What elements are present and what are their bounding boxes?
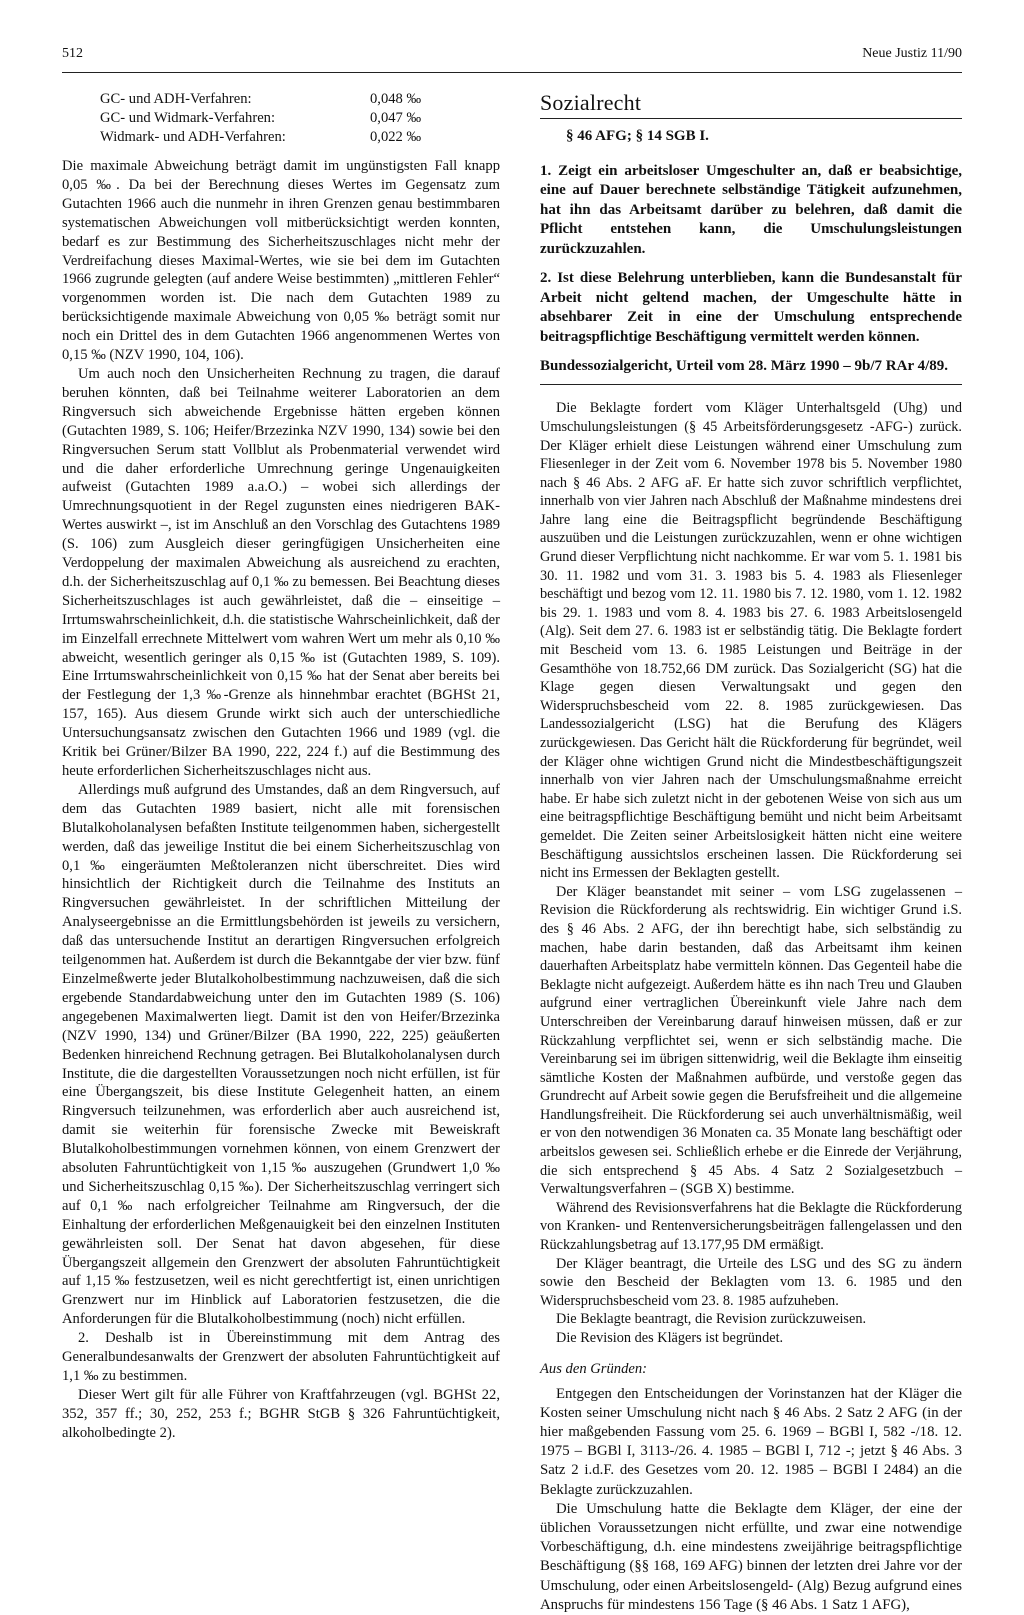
paragraph: Die Revision des Klägers ist begründet.	[556, 1330, 784, 1346]
norm-reference: § 46 AFG; § 14 SGB I.	[566, 128, 709, 144]
paragraph: Die maximale Abweichung beträgt damit im ungünstigsten Fall knapp 0,05 ‰. Da bei der Berechnung dieses Wertes im Gegensatz zum Gutachten 1966 auch die nunmehr in ihren Grenzen genau bestimmbaren systematischen Abweichungen voll mitberücksichtigt werden konnten, bedarf es zur Bestimmung des Sicherheitszuschlages nicht mehr der Verdreifachung dieses Maximal-Wertes, wie sie bei dem im Gutachten 1966 zugrunde gelegten (auf andere Weise bestimmten) „mittleren Fehler“ vorgenommen worden ist. Die nach dem Gutachten 1989 zu berücksichtigende maximale Abweichung von 0,05 ‰ beträgt somit nur noch ein Drittel des in dem Gutachten 1966 angenommenen Wertes von 0,15 ‰ (NZV 1990, 104, 106).	[62, 158, 500, 364]
table-row	[62, 128, 500, 147]
page-header	[62, 46, 962, 68]
paragraph: Entgegen den Entscheidungen der Vorinstanzen hat der Kläger die Kosten seiner Umschulung nicht nach § 46 Abs. 2 Satz 2 AFG (in der hier maßgebenden Fassung vom 25. 6. 1969 – BGBl I, 582 -/18. 12. 1975 – BGBl I, 3113-/26. 4. 1985 – BGBl I, 712 -; jetzt § 46 Abs. 3 Satz 2 i.d.F. des Gesetzes vom 20. 12. 1985 – BGBl I 2484) an die Beklagte zurückzuzahlen.	[540, 1385, 962, 1498]
paragraph: Während des Revisionsverfahrens hat die Beklagte die Rückforderung von Kranken- und Rentenversicherungsbeiträgen fallengelassen und den Rückzahlungsbetrag auf 13.177,95 DM ermäßigt.	[540, 1199, 962, 1254]
page-number: 512	[62, 46, 83, 61]
table-value: 0,022 ‰	[370, 129, 422, 145]
court-citation: Bundessozialgericht, Urteil vom 28. März 1990 – 9b/7 RAr 4/89.	[540, 358, 949, 375]
table-label: Widmark- und ADH-Verfahren:	[100, 129, 286, 145]
table-row	[62, 109, 500, 128]
table-value: 0,047 ‰	[370, 110, 422, 126]
deviation-table	[62, 90, 500, 147]
paragraph: Allerdings muß aufgrund des Umstandes, daß an dem Ringversuch, auf dem das Gutachten 1989 basiert, nicht alle mit forensischen Blutalkoholanalysen befaßten Institute teilgenommen haben, sichergestellt werden, daß das jeweilige Institut die bei einem Sicherheitszuschlag von 0,1 ‰ eingeräumten Meßtoleranzen nicht überschreitet. Dies wird hinsichtlich der Richtigkeit durch die Teilnahme des Instituts an Ringversuchen gewährleistet. In der schriftlichen Mitteilung der Analyseergebnisse an die Ermittlungsbehörden ist jeweils zu versichern, daß das untersuchende Institut an derartigen Ringversuchen erfolgreich teilgenommen hat. Außerdem ist durch die Bekanntgabe der vier bzw. fünf Einzelmeßwerte jeder Blutalkoholbestimmung nachzuweisen, daß die sich ergebende Standardabweichung unter den im Gutachten 1989 (S. 106) angegebenen Maximalwerten liegt. Damit ist den von Heifer/Brzezinka (NZV 1990, 134) und Grüner/Bilzer (BA 1990, 222, 225) geäußerten Bedenken hinreichend Rechnung getragen. Bei Blutalkoholanalysen durch Institute, die die dargestellten Voraussetzungen noch nicht erfüllen, ist für eine Übergangszeit, bis diese Institute Gelegenheit hatten, an einem Ringversuch teilzunehmen, was erforderlich aber auch ausreichend ist, damit sie weiterhin für forensische Zwecke mit Beweiskraft Blutalkoholbestimmungen vornehmen können, von einem Grenzwert der absoluten Fahruntüchtigkeit von 1,15 ‰ auszugehen (Grundwert 1,0 ‰ und Sicherheitszuschlag 0,15 ‰). Der Sicherheitszuschlag verringert sich auf 0,1 ‰ nach erfolgreicher Teilnahme am Ringversuch, der die Einhaltung der erforderlichen Meßgenauigkeit bei den einzelnen Instituten gewährleisten soll. Der Senat hat davon abgesehen, für diese Übergangszeit allgemein den Grenzwert der absoluten Fahruntüchtigkeit auf 1,15 ‰ festzusetzen, weil es nicht gerechtfertigt ist, einen unrichtigen Grenzwert nur im Hinblick auf Laboratorien festzusetzen, die die Anforderungen für die Blutalkoholbestimmung (noch) nicht erfüllen.	[62, 781, 500, 1328]
section-title: Sozialrecht	[540, 90, 642, 115]
paragraph: Die Umschulung hatte die Beklagte dem Kläger, der eine der üblichen Voraussetzungen nicht erfüllte, und zwar eine notwendige Vorbeschäftigung, d.h. eine mindestens zweijährige beitragspflichtige Beschäftigung (§§ 168, 169 AFG) binnen der letzten drei Jahre vor der Umschulung, oder einen Arbeitslosengeld- (Alg) Bezug aufgrund eines Anspruchs für mindestens 156 Tage (§ 46 Abs. 1 Satz 1 AFG),	[540, 1500, 962, 1613]
facts-section	[540, 399, 962, 1347]
header-rule	[62, 72, 962, 73]
left-column	[62, 82, 500, 1443]
headnote: 2. Ist diese Belehrung unterblieben, kann die Bundesanstalt für Arbeit nicht geltend machen, der Umgeschulte hätte in absehbarer Zeit in eine der Umschulung entsprechende beitragspflichtige Beschäftigung vermittelt werden können.	[540, 270, 962, 345]
paragraph: 2. Deshalb ist in Übereinstimmung mit dem Antrag des Generalbundesanwalts der Grenzwert der absoluten Fahruntüchtigkeit auf 1,1 ‰ zu bestimmen.	[62, 1330, 500, 1384]
paragraph: Dieser Wert gilt für alle Führer von Kraftfahrzeugen (vgl. BGHSt 22, 352, 357 ff.; 30, 252, 253 f.; BGHR StGB § 326 Fahruntüchtigkeit, alkoholbedingte 2).	[62, 1386, 500, 1441]
paragraph: Der Kläger beantragt, die Urteile des LSG und des SG zu ändern sowie den Bescheid der Beklagten vom 13. 6. 1985 und den Widerspruchsbescheid vom 23. 8. 1985 aufzuheben.	[540, 1255, 962, 1309]
paragraph: Um auch noch den Unsicherheiten Rechnung zu tragen, die darauf beruhen könnten, daß bei Teilnahme weiterer Laboratorien an dem Ringversuch sich abweichende Ergebnisse hätten ergeben können (Gutachten 1989, S. 106; Heifer/Brzezinka NZV 1990, 134) sowie bei den Ringversuchen Serum statt Vollblut als Probenmaterial verwendet wird und die daher erforderliche Umrechnung geringe Ungenauigkeiten aufweist (Gutachten 1989 a.a.O.) – wobei sich allerdings der Umrechnungsquotient in der Regel zugunsten eines niedrigeren BAK-Wertes auswirkt –, ist im Anschluß an den Vorschlag des Gutachtens 1989 (S. 106) zum Ausgleich dieser geringfügigen Unsicherheiten eine Verdoppelung der maximalen Abweichung als ausreichend zu erachten, d.h. der Sicherheitszuschlag auf 0,1 ‰ zu bemessen. Bei Beachtung dieses Sicherheitszuschlages ist auch gewährleistet, daß die – einseitige – Irrtumswahrscheinlichkeit, d.h. die statistische Wahrscheinlichkeit, daß der im Einzelfall errechnete Mittelwert vom wahren Wert um mehr als 0,10 ‰ abweicht, wesentlich geringer als 0,15 ‰ ist (Gutachten 1989, S. 109). Eine Irrtumswahrscheinlichkeit von 0,15 ‰ hat der Senat aber bereits bei der Festlegung der 1,3 ‰-Grenze als hinnehmbar erachtet (BGHSt 21, 157, 165). Aus diesem Grunde wirkt sich auch der unterschiedliche Untersuchungsansatz zwischen den Gutachten 1966 und 1989 (vgl. die Kritik bei Grüner/Bilzer BA 1990, 222, 224 f.) auf die Bestimmung des heute erforderlichen Sicherheitszuschlages nicht aus.	[62, 365, 500, 779]
paragraph: Der Kläger beanstandet mit seiner – vom LSG zugelassenen – Revision die Rückforderung als rechtswidrig. Ein wichtiger Grund i.S. des § 46 Abs. 2 AFG, der ihn berechtigt habe, sich selbständig zu machen, habe darin bestanden, daß das Arbeitsamt ihm keinen dauerhaften Arbeitsplatz habe vermitteln können. Das Gegenteil habe die Beklagte nicht aufgezeigt. Außerdem hätte es ihn nach Treu und Glauben aufgrund einer vertraglichen Übereinkunft viele Jahre nach dem Unterschreiben der Vereinbarung darauf hinweisen müssen, daß er zur Rückzahlung verpflichtet sei, wenn er sich selbständig mache. Die Vereinbarung sei im übrigen sittenwidrig, weil die Beklagte ihm einseitig sämtliche Kosten der Maßnahmen aufbürde, und verstoße gegen das Grundrecht auf Arbeit sowie gegen die Berufsfreiheit und die allgemeine Handlungsfreiheit. Die Rückforderung sei auch unverhältnismäßig, weil er von den notwendigen 36 Monaten ca. 35 Monate lang beschäftigt oder arbeitslos gewesen sei. Schließlich erhebe er die Einrede der Verjährung, die sich entsprechend § 45 Abs. 4 Satz 2 Sozialgesetzbuch – Verwaltungsverfahren – (SGB X) bestimme.	[540, 883, 962, 1198]
table-label: GC- und ADH-Verfahren:	[100, 91, 252, 107]
right-column	[540, 82, 962, 1615]
table-label: GC- und Widmark-Verfahren:	[100, 110, 276, 126]
journal-title: Neue Justiz 11/90	[862, 46, 962, 61]
table-value: 0,048 ‰	[370, 91, 422, 107]
court-rule	[540, 384, 962, 385]
paragraph: Die Beklagte fordert vom Kläger Unterhaltsgeld (Uhg) und Umschulungsleistungen (§ 45 Arbeitsförderungsgesetz -AFG-) zurück. Der Kläger erhielt diese Leistungen während einer Umschulung zum Fliesenleger in der Zeit vom 6. November 1978 bis 5. November 1980 nach § 46 Abs. 2 AFG aF. Er hatte sich zuvor schriftlich verpflichtet, innerhalb von vier Jahren nach Abschluß der Maßnahme mindestens drei Jahre lang eine die Beitragspflicht begründende Beschäftigung auszuüben und die Leistungen zurückzuzahlen, wenn er ohne wichtigen Grund dieser Verpflichtung nicht nachkomme. Er war vom 5. 1. 1981 bis 30. 11. 1982 und vom 31. 3. 1983 bis 5. 4. 1983 als Fliesenleger beschäftigt und bezog vom 12. 11. 1980 bis 7. 12. 1980, vom 1. 12. 1982 bis 29. 1. 1983 und vom 8. 4. 1983 bis 27. 6. 1983 Arbeitslosengeld (Alg). Seit dem 27. 6. 1983 ist er selbständig tätig. Die Beklagte fordert mit Bescheid vom 13. 6. 1985 Leistungen und Beiträge in der Gesamthöhe von 18.752,66 DM zurück. Das Sozialgericht (SG) hat die Klage gegen diesen Verwaltungsakt und gegen den Widerspruchsbescheid vom 22. 8. 1985 zurückgewiesen. Das Landessozialgericht (LSG) hat die Berufung des Klägers zurückgewiesen. Das Gericht hält die Rückforderung für begründet, weil der Kläger ohne wichtigen Grund nicht die Mindestbeschäftigungszeit innerhalb von vier Jahren nach der Umschulungsmaßnahme erreicht habe. Er habe sich zuletzt nicht in der gebotenen Weise von sich aus um eine beitragspflichtige Beschäftigung bemüht und nicht beim Arbeitsamt gemeldet. Die Zeiten seiner Arbeitslosigkeit hätten nicht eine weitere Beschäftigung aussichtslos erscheinen lassen. Die Rückforderung sei nicht ins Ermessen der Beklagten gestellt.	[540, 400, 962, 882]
headnote: 1. Zeigt ein arbeitsloser Umgeschulter an, daß er beabsichtige, eine auf Dauer berechnete selbständige Tätigkeit aufzunehmen, hat ihn das Arbeitsamt darüber zu belehren, daß damit die Pflicht entstehen kann, die Umschulungsleistungen zurückzuzahlen.	[540, 162, 962, 257]
table-row	[62, 90, 500, 109]
section-rule	[540, 118, 962, 119]
reasons-heading: Aus den Gründen:	[540, 1360, 648, 1377]
reasons-section	[540, 1385, 962, 1615]
paragraph: Die Beklagte beantragt, die Revision zurückzuweisen.	[556, 1311, 867, 1328]
